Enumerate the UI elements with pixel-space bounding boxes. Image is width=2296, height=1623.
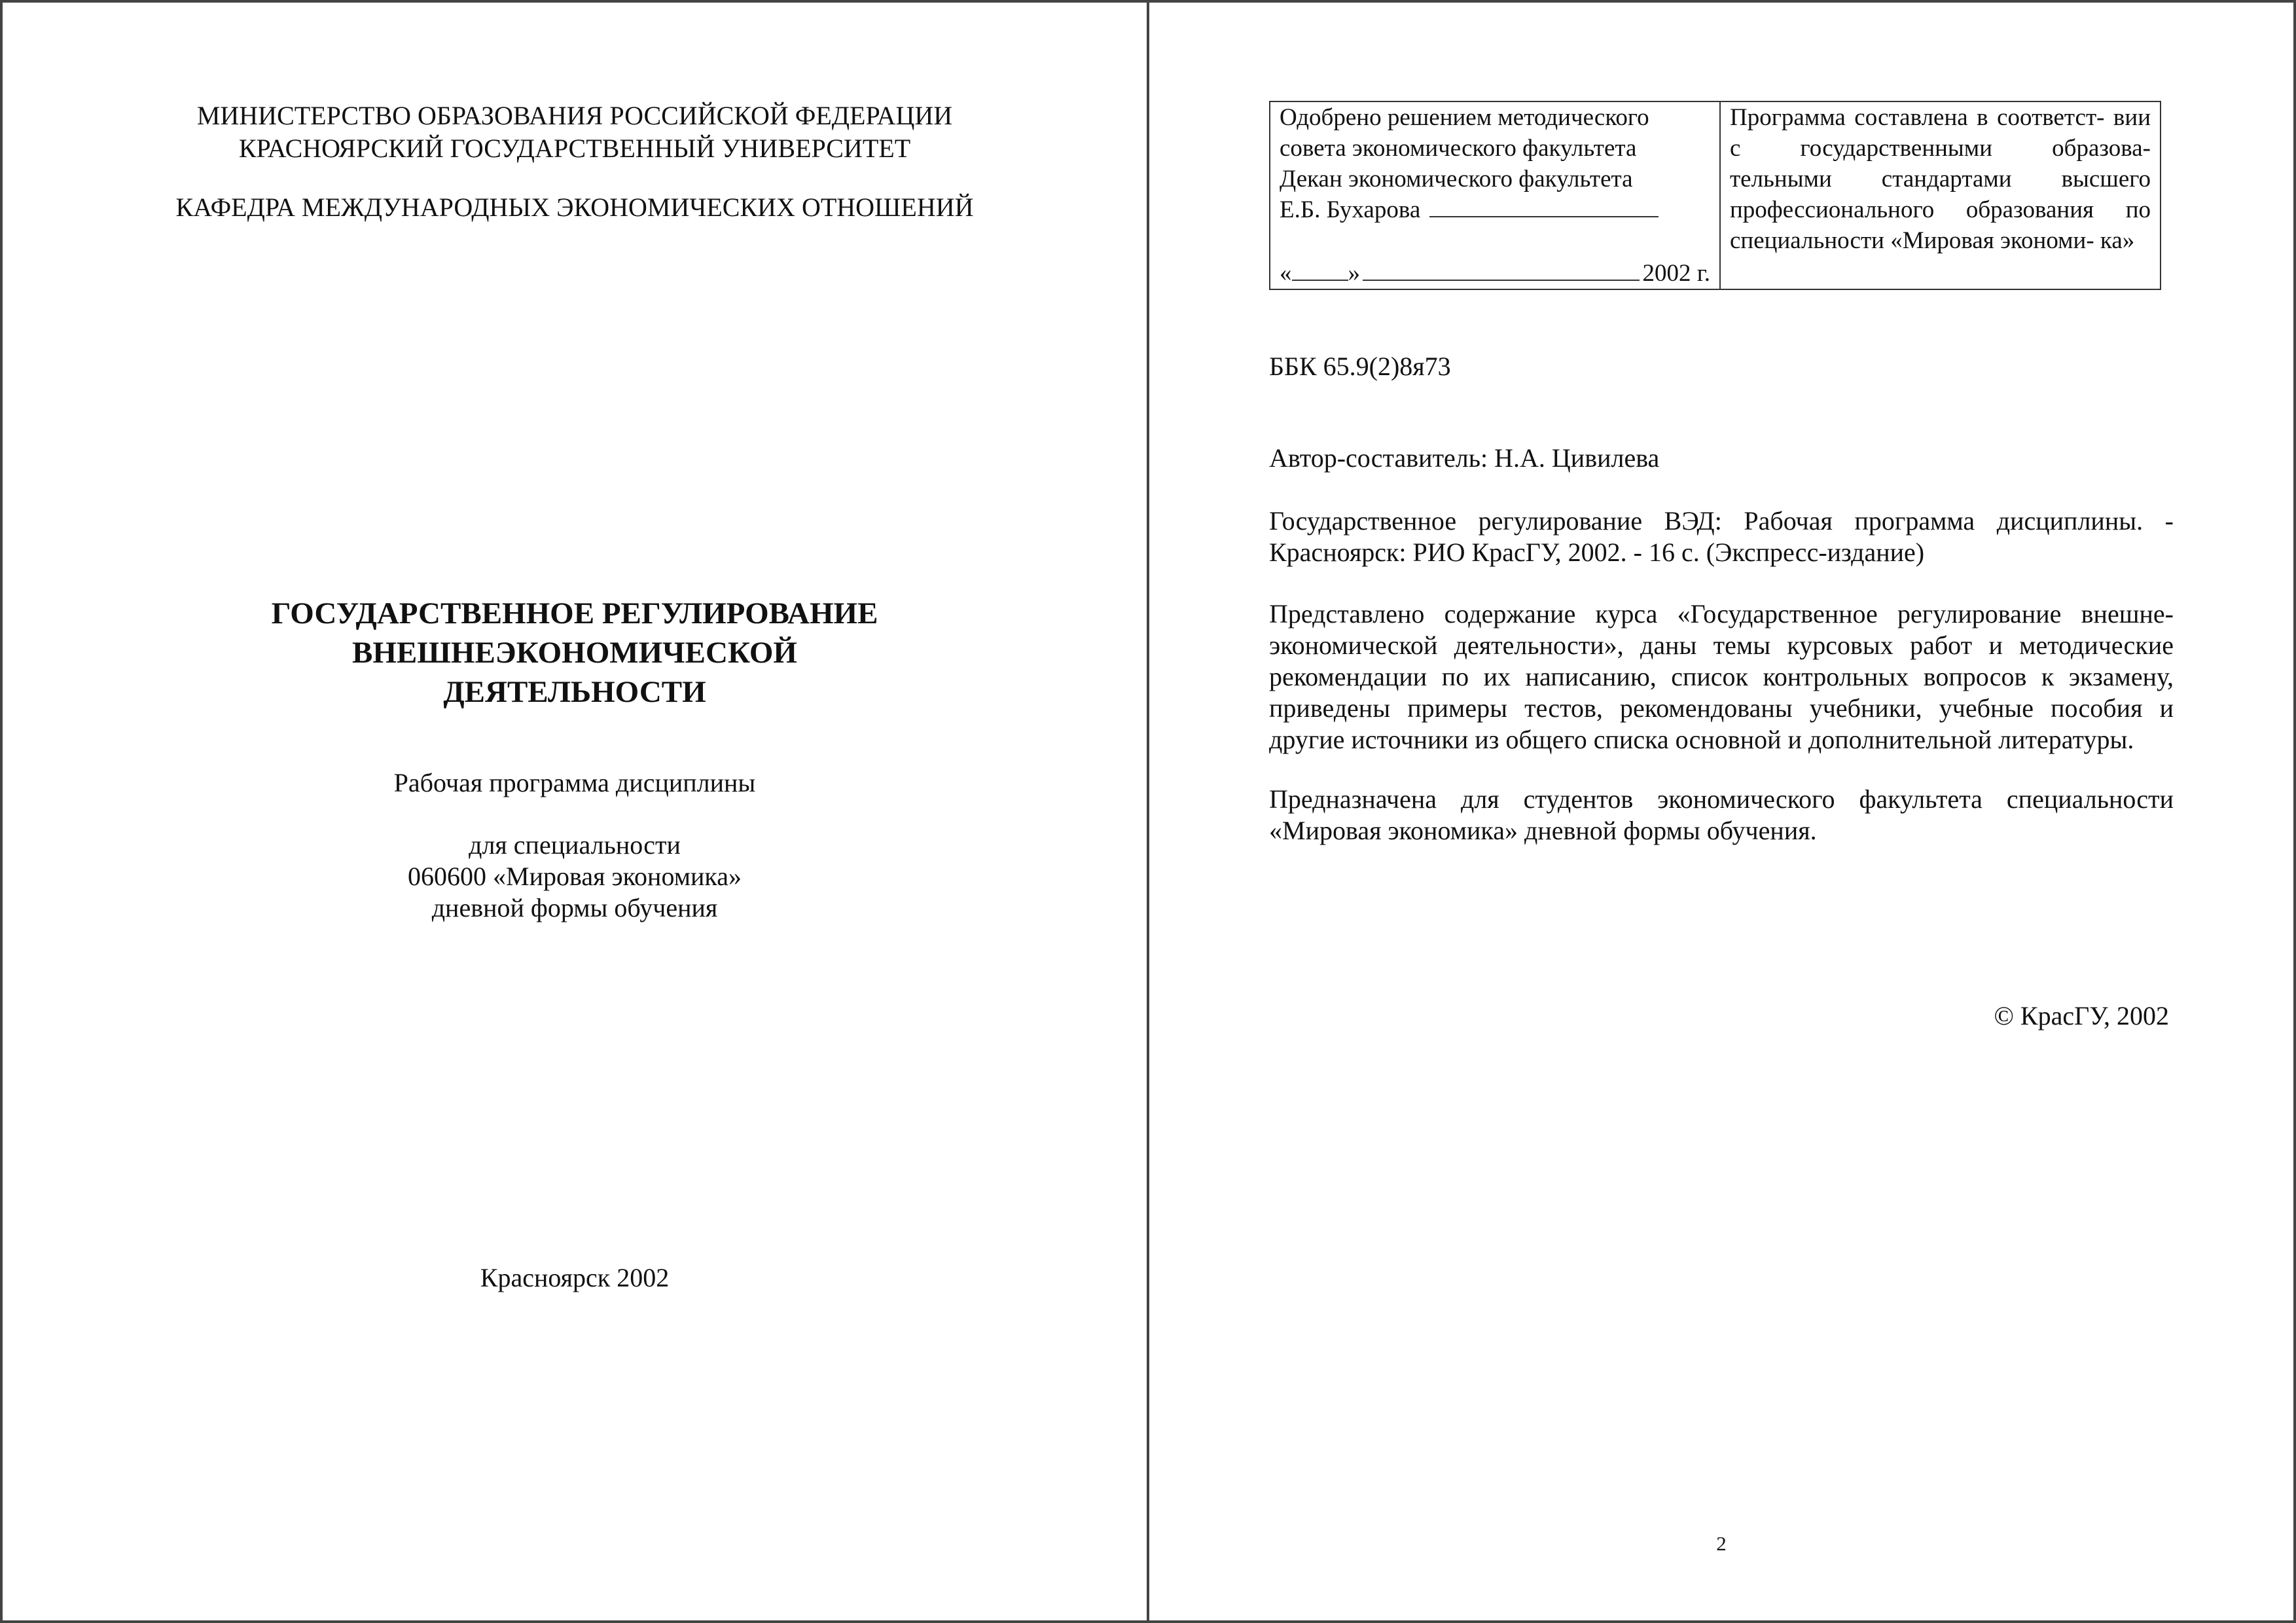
- title-line: ДЕЯТЕЛЬНОСТИ: [443, 675, 706, 709]
- standards-note: Программа составлена в соответст- вии с государственными образова- тельными стандартами высшего профессионального образования по специальности «Мировая экономи- ка»: [1730, 104, 2151, 254]
- document-subtitle: Рабочая программа дисциплины: [393, 768, 756, 797]
- approval-cell: [1270, 102, 1721, 289]
- specialty-line: 060600 «Мировая экономика»: [408, 862, 742, 891]
- title-line: ГОСУДАРСТВЕННОЕ РЕГУЛИРОВАНИЕ: [271, 596, 878, 630]
- date-close-quote: »: [1348, 260, 1360, 287]
- university-line: КРАСНОЯРСКИЙ ГОСУДАРСТВЕННЫЙ УНИВЕРСИТЕТ: [238, 134, 911, 163]
- approval-line: Декан экономического факультета: [1280, 166, 1633, 192]
- date-year: 2002 г.: [1642, 260, 1710, 287]
- specialty-info: [3, 830, 1147, 924]
- author-line: Автор-составитель: Н.А. Цивилева: [1269, 443, 1660, 473]
- approval-table: [1269, 101, 2161, 290]
- bbk-code: ББК 65.9(2)8я73: [1269, 352, 1451, 381]
- approval-line: совета экономического факультета: [1280, 135, 1637, 162]
- ministry-line: МИНИСТЕРСТВО ОБРАЗОВАНИЯ РОССИЙСКОЙ ФЕДЕРАЦИИ: [196, 101, 953, 130]
- document-title: [3, 594, 1147, 712]
- purpose-paragraph: Предназначена для студентов экономического факультета специальности «Мировая экономика» дневной формы обучения.: [1269, 784, 2174, 845]
- date-open-quote: «: [1280, 260, 1292, 287]
- city-year: Красноярск 2002: [480, 1263, 670, 1292]
- specialty-line: дневной формы обучения: [431, 893, 718, 922]
- page-number: 2: [1716, 1532, 1727, 1555]
- approval-date: [1280, 258, 1710, 289]
- copyright-notice: © КрасГУ, 2002: [1994, 1001, 2169, 1030]
- day-blank: [1292, 260, 1348, 281]
- bibliographic-citation: Государственное регулирование ВЭД: Рабочая программа дисциплины. - Красноярск: РИО КрасГУ, 2002. - 16 с. (Экспресс-издание): [1269, 506, 2174, 567]
- abstract-paragraph: Представлено содержание курса «Государственное регулирование внешне- экономической деятельности», даны темы курсовых работ и методические рекомендации по их написанию, список контрольных вопросов к экзамену, приведены примеры тестов, рекомендованы учебники, учебные пособия и другие источники из общего списка основной и дополнительной литературы.: [1269, 599, 2174, 754]
- signature-blank: [1429, 196, 1659, 217]
- imprint-page: [1147, 0, 2296, 1623]
- approval-line: Одобрено решением методического: [1280, 104, 1649, 131]
- ministry-header: [3, 100, 1147, 165]
- dean-signature-line: [1280, 194, 1710, 225]
- dean-name: Е.Б. Бухарова: [1280, 196, 1421, 223]
- department-name: КАФЕДРА МЕЖДУНАРОДНЫХ ЭКОНОМИЧЕСКИХ ОТНОШЕНИЙ: [175, 192, 974, 222]
- specialty-line: для специальности: [469, 830, 681, 860]
- month-blank: [1363, 260, 1640, 281]
- title-line: ВНЕШНЕЭКОНОМИЧЕСКОЙ: [352, 636, 797, 670]
